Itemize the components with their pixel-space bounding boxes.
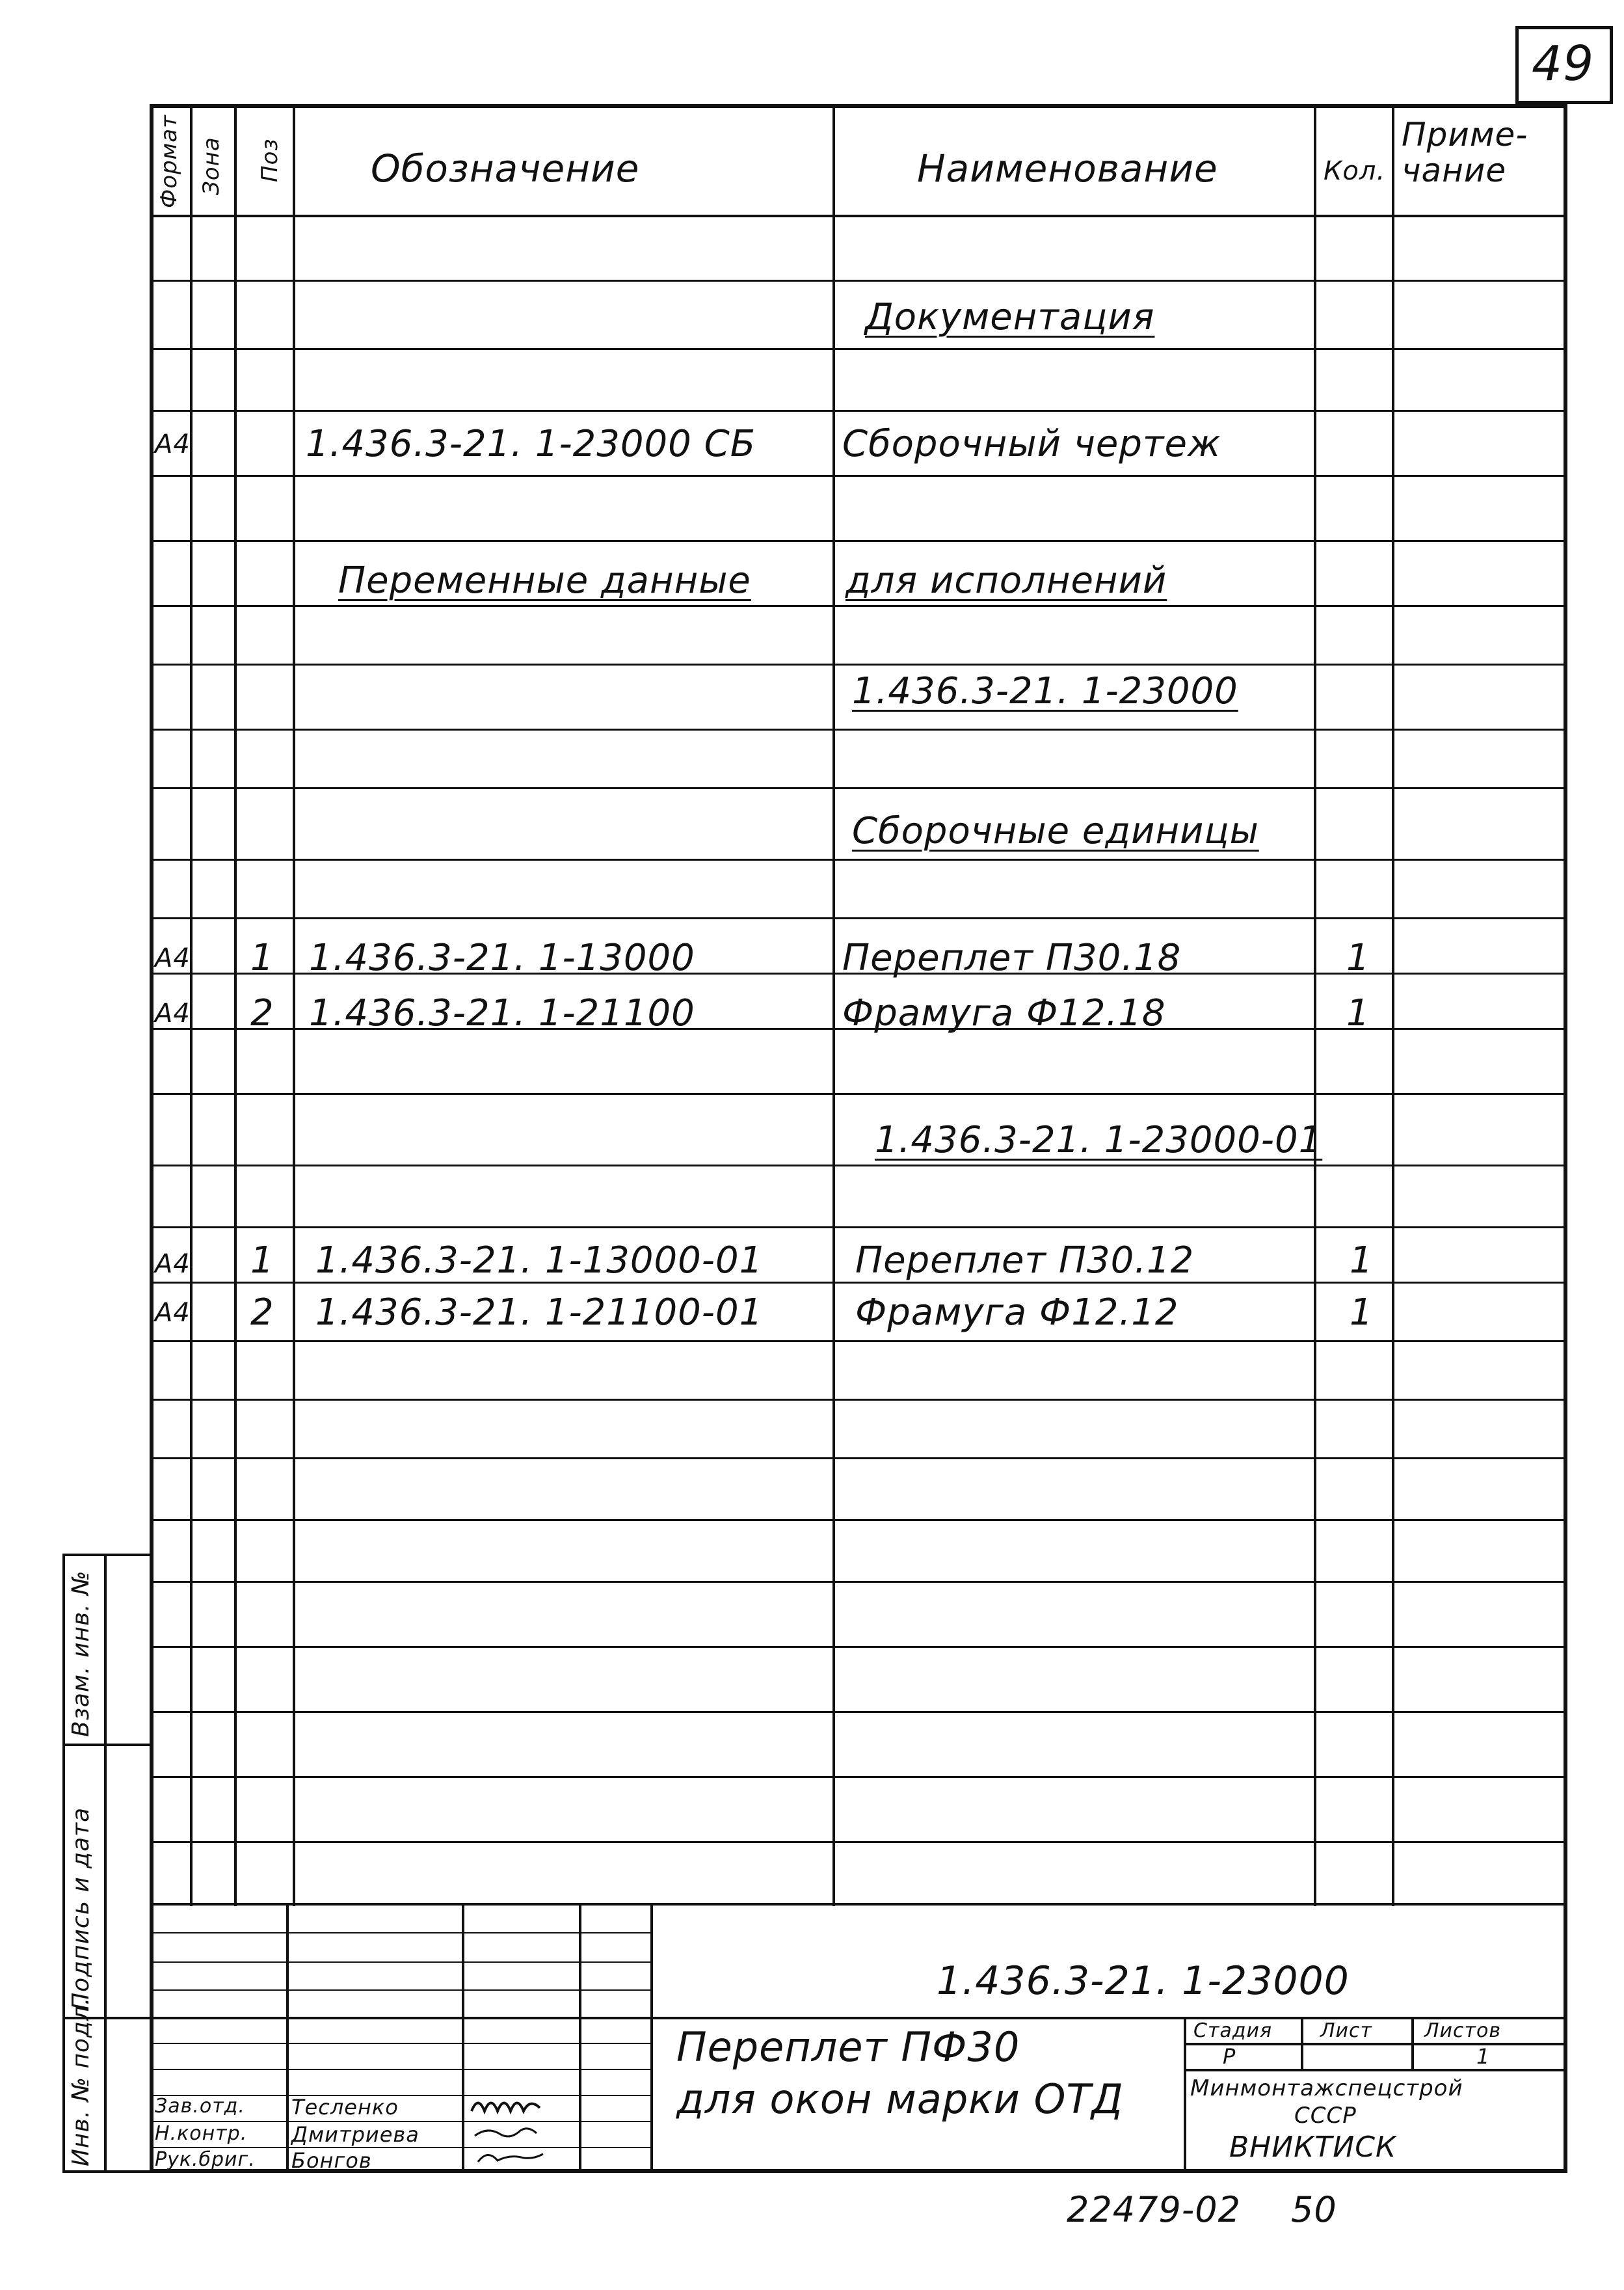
tb-sheet-label: Лист [1320, 2019, 1373, 2042]
row-line [150, 1282, 1567, 1284]
tb-row-4 [150, 2043, 650, 2044]
row2-qty: 1 [1346, 937, 1370, 979]
row-line [150, 729, 1567, 731]
row4-name: Переплет П30.12 [855, 1239, 1195, 1282]
row4-pos: 1 [250, 1239, 274, 1282]
side-stamp-outer [62, 1555, 65, 2173]
row-line [150, 1226, 1567, 1228]
footer-code: 22479-02 [1067, 2189, 1241, 2230]
col-line-designation [832, 104, 835, 1906]
header-note: Приме- чание [1402, 116, 1528, 189]
row-line [150, 475, 1567, 477]
row-line [150, 1093, 1567, 1095]
col-line-qty [1392, 104, 1394, 1906]
section-for-variants: для исполнений [845, 559, 1167, 602]
row5-designation: 1.436.3-21. 1-21100-01 [315, 1291, 764, 1334]
row1-designation: 1.436.3-21. 1-23000 СБ [306, 423, 756, 465]
side-stamp-top [62, 1554, 153, 1556]
tb-row-3 [150, 1989, 650, 1991]
title-block-top [150, 1903, 1567, 1906]
section-assembly-units: Сборочные единицы [852, 810, 1259, 852]
tb-role-2: Н.контр. [155, 2122, 248, 2145]
tb-stage-div [1184, 2043, 1567, 2045]
tb-sheets-value: 1 [1476, 2044, 1491, 2069]
row-line [150, 348, 1567, 350]
variant-01: 1.436.3-21. 1-23000-01 [875, 1119, 1323, 1161]
tb-col-role [286, 1903, 289, 2173]
row-line [150, 1519, 1567, 1521]
side-stamp-div1 [62, 1744, 153, 1746]
row-line [150, 917, 1567, 919]
row5-format: А4 [155, 1298, 191, 1328]
row3-format: А4 [155, 999, 191, 1029]
row5-qty: 1 [1350, 1291, 1374, 1334]
row5-pos: 2 [250, 1291, 274, 1334]
footer-page: 50 [1291, 2189, 1337, 2230]
row-line [150, 280, 1567, 282]
row-line [150, 664, 1567, 666]
row-line [150, 1776, 1567, 1778]
row4-qty: 1 [1350, 1239, 1374, 1282]
row3-name: Фрамуга Ф12.18 [842, 992, 1166, 1034]
row5-name: Фрамуга Ф12.12 [855, 1291, 1179, 1334]
row2-name: Переплет П30.18 [842, 937, 1182, 979]
row-line [150, 605, 1567, 607]
tb-col-sign [579, 1903, 581, 2173]
header-designation: Обозначение [371, 146, 640, 191]
header-zone: Зона [198, 137, 224, 195]
tb-sheets-label: Листов [1424, 2019, 1502, 2042]
tb-name-2: Дмитриева [291, 2122, 419, 2147]
tb-name-3: Бонгов [291, 2148, 372, 2173]
header-bottom-line [150, 215, 1567, 217]
header-qty: Кол. [1324, 156, 1386, 186]
row2-designation: 1.436.3-21. 1-13000 [309, 937, 695, 979]
tb-doc-code: 1.436.3-21. 1-23000 [937, 1958, 1350, 2004]
row3-qty: 1 [1346, 992, 1370, 1034]
row-line [150, 1340, 1567, 1342]
row-line [150, 410, 1567, 412]
row2-format: А4 [155, 943, 191, 973]
tb-title-line2: для окон марки ОТД [676, 2075, 1124, 2123]
sheet-number-box [1515, 26, 1613, 104]
spec-frame [150, 104, 1567, 2173]
row2-pos: 1 [250, 937, 274, 979]
header-name: Наименование [917, 146, 1218, 191]
row-line [150, 1399, 1567, 1401]
tb-role-1: Зав.отд. [155, 2095, 245, 2118]
row-line [150, 1711, 1567, 1713]
tb-row-1 [150, 1932, 650, 1933]
tb-stage-value: Р [1223, 2044, 1236, 2069]
tb-role-3: Рук.бриг. [155, 2148, 256, 2171]
col-line-zone [234, 104, 237, 1906]
tb-col-stage [1184, 2017, 1186, 2173]
row-line [150, 1646, 1567, 1648]
col-line-name [1314, 104, 1316, 1906]
tb-org-line2: СССР [1294, 2103, 1357, 2129]
row-line [150, 1165, 1567, 1166]
side-inv-orig: Инв. № подл. [68, 1997, 94, 2166]
header-format: Формат [156, 114, 182, 208]
tb-org-top [1184, 2069, 1567, 2071]
tb-row-2 [150, 1961, 650, 1963]
row-line [150, 1457, 1567, 1459]
row1-name: Сборочный чертеж [842, 423, 1221, 465]
row4-format: А4 [155, 1249, 191, 1279]
tb-org-line1: Минмонтажспецстрой [1190, 2075, 1463, 2101]
row-line [150, 540, 1567, 542]
side-sign-date: Подпись и дата [68, 1807, 94, 2010]
tb-title-line1: Переплет ПФ30 [676, 2023, 1020, 2071]
section-variable-data: Переменные данные [338, 559, 751, 602]
tb-stage-label: Стадия [1193, 2019, 1273, 2042]
tb-org-line3: ВНИКТИСК [1229, 2131, 1397, 2164]
tb-name-1: Тесленко [291, 2095, 399, 2120]
header-pos: Поз [257, 138, 283, 182]
side-stamp-inner [104, 1555, 107, 2173]
tb-col-date [650, 1903, 653, 2173]
section-documentation: Документация [865, 296, 1155, 338]
col-line-pos [293, 104, 295, 1906]
tb-col-name [462, 1903, 464, 2173]
row4-designation: 1.436.3-21. 1-13000-01 [315, 1239, 764, 1282]
side-stamp-bottom [62, 2170, 153, 2173]
side-replace-inv: Взам. инв. № [68, 1570, 94, 1737]
row-line [150, 787, 1567, 789]
row3-designation: 1.436.3-21. 1-21100 [309, 992, 695, 1034]
row1-format: А4 [155, 429, 191, 459]
tb-row-5 [150, 2069, 650, 2070]
row3-pos: 2 [250, 992, 274, 1034]
sheet-number: 49 [1532, 36, 1595, 92]
row-line [150, 1581, 1567, 1583]
signatures-graphic [465, 2085, 576, 2170]
row-line [150, 859, 1567, 861]
row-line [150, 1841, 1567, 1843]
variant-main: 1.436.3-21. 1-23000 [852, 670, 1238, 712]
